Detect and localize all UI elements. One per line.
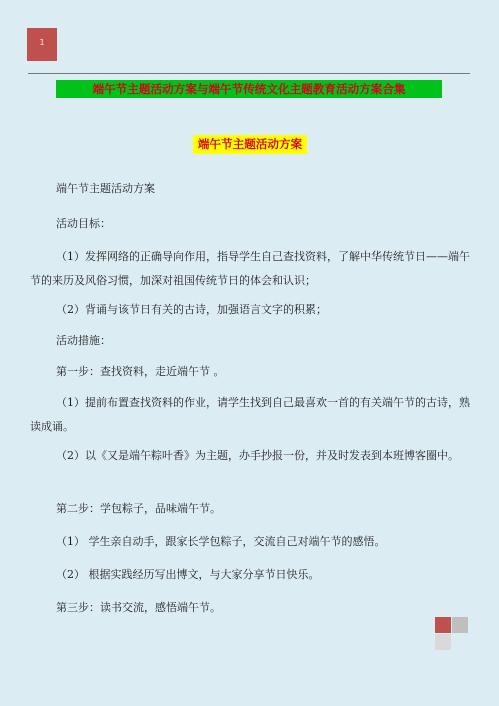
paragraph: （2）背诵与该节日有关的古诗，加强语言文字的积累； xyxy=(56,303,327,316)
paragraph: （1）提前布置查找资料的作业，请学生找到自己最喜欢一首的有关端午节的古诗，熟读成诵。 xyxy=(30,396,470,433)
page-number-badge: 1 xyxy=(27,28,57,61)
paragraph: 第三步：读书交流，感悟端午节。 xyxy=(56,601,221,614)
decor-square-red xyxy=(435,617,451,633)
header-rule xyxy=(28,73,470,74)
paragraph: （1）发挥网络的正确导向作用，指导学生自己查找资料，了解中华传统节日——端午节的来历及风俗习惯，加深对祖国传统节日的体会和认识； xyxy=(30,250,470,287)
decor-square-gray xyxy=(452,617,468,633)
decor-square-light xyxy=(435,634,451,650)
paragraph: （2）以《又是端午粽叶香》为主题，办手抄报一份，并及时发表到本班博客圈中。 xyxy=(56,449,459,462)
paragraph: 第二步：学包粽子，品味端午节。 xyxy=(56,502,221,515)
paragraph: 端午节主题活动方案 xyxy=(56,182,155,195)
paragraph: （1） 学生亲自动手，跟家长学包粽子，交流自己对端午节的感悟。 xyxy=(56,535,386,548)
paragraph: 活动目标： xyxy=(56,217,111,230)
document-title: 端午节主题活动方案与端午节传统文化主题教育活动方案合集 xyxy=(56,80,442,98)
paragraph: 活动措施： xyxy=(56,334,111,347)
paragraph: 第一步：查找资料，走近端午节 。 xyxy=(56,365,225,378)
paragraph: （2） 根据实践经历写出博文，与大家分享节日快乐。 xyxy=(56,568,320,581)
section-title: 端午节主题活动方案 xyxy=(193,135,307,154)
